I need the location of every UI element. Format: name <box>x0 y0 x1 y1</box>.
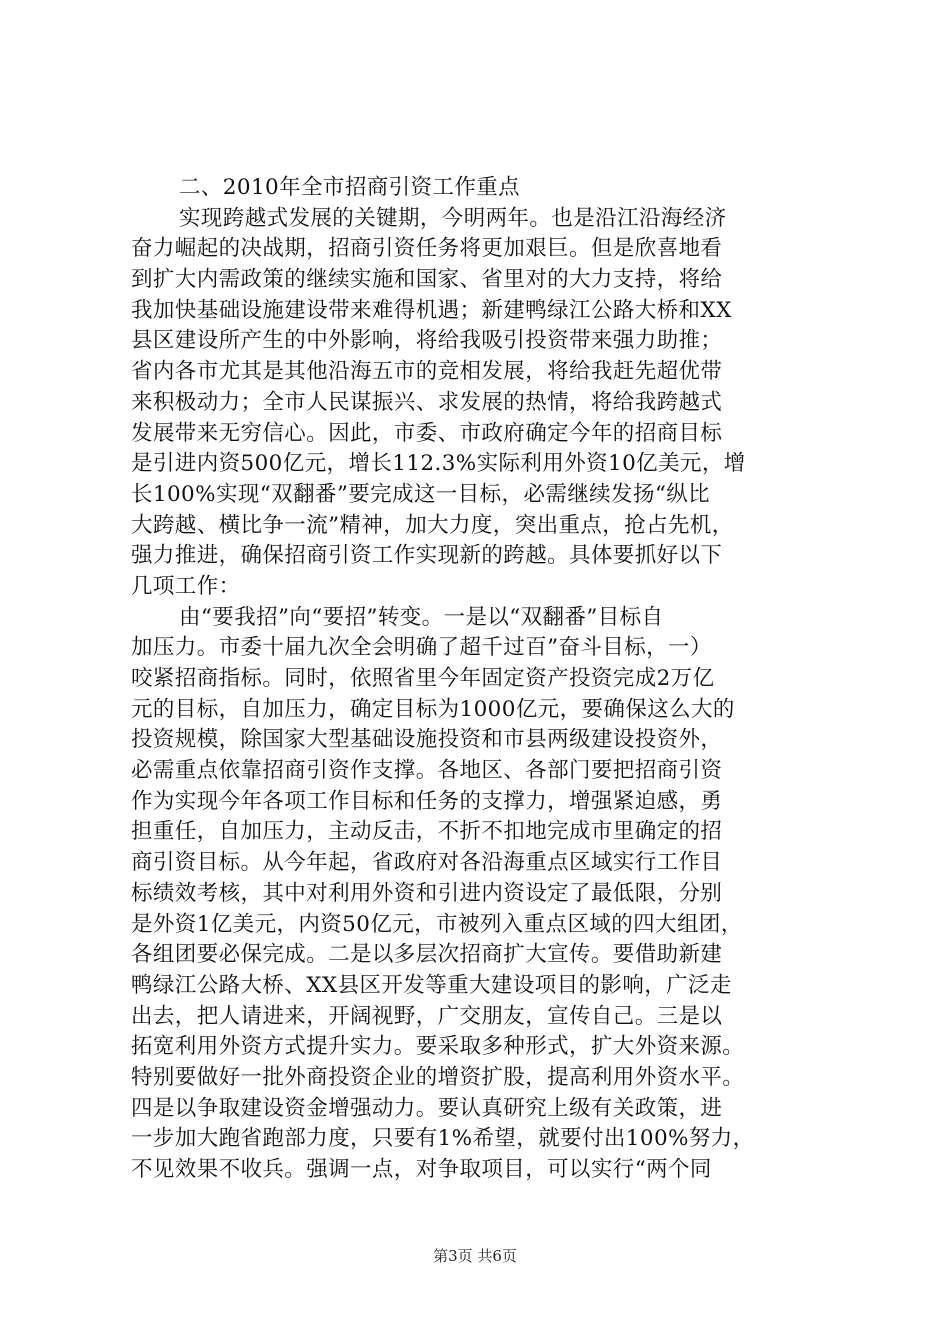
text-line: 必需重点依靠招商引资作支撑。各地区、各部门要把招商引资 <box>131 758 723 784</box>
text-line: 发展带来无穷信心。因此，市委、市政府确定今年的招商目标 <box>131 420 723 446</box>
page-number-footer: 第3页 共6页 <box>433 1247 517 1265</box>
text-line: 县区建设所产生的中外影响，将给我吸引投资带来强力助推； <box>131 328 723 354</box>
text-line: 是外资1亿美元，内资50亿元，市被列入重点区域的四大组团， <box>131 911 743 937</box>
text-line: 奋力崛起的决战期，招商引资任务将更加艰巨。但是欣喜地看 <box>131 236 723 262</box>
text-line: 商引资目标。从今年起，省政府对各沿海重点区域实行工作目 <box>131 850 723 876</box>
text-line: 咬紧招商指标。同时，依照省里今年固定资产投资完成2万亿 <box>131 666 715 691</box>
text-line: 标绩效考核，其中对利用外资和引进内资设定了最低限，分别 <box>131 880 723 906</box>
document-body <box>131 173 831 1186</box>
text-line: 强力推进，确保招商引资工作实现新的跨越。具体要抓好以下 <box>131 543 723 569</box>
text-line: 加压力。市委十届九次全会明确了超千过百”奋斗目标，一） <box>131 635 712 661</box>
text-line: 一步加大跑省跑部力度，只要有1%希望，就要付出100%努力， <box>131 1126 755 1152</box>
text-line: 省内各市尤其是其他沿海五市的竞相发展，将给我赶先超优带 <box>131 359 723 385</box>
text-line: 长100%实现“双翻番”要完成这一目标，必需继续发扬“纵比 <box>131 481 711 507</box>
text-line: 我加快基础设施建设带来难得机遇；新建鸭绿江公路大桥和XX <box>131 297 732 323</box>
text-line: 投资规模，除国家大型基础设施投资和市县两级建设投资外， <box>131 727 723 753</box>
text-line: 鸭绿江公路大桥、XX县区开发等重大建设项目的影响，广泛走 <box>131 972 732 998</box>
text-line: 担重任，自加压力，主动反击，不折不扣地完成市里确定的招 <box>131 819 723 845</box>
text-line: 来积极动力；全市人民谋振兴、求发展的热情，将给我跨越式 <box>131 389 723 415</box>
text-line: 作为实现今年各项工作目标和任务的支撑力，增强紧迫感，勇 <box>131 788 723 814</box>
text-line: 各组团要必保完成。二是以多层次招商扩大宣传。要借助新建 <box>131 942 723 968</box>
text-line: 大跨越、横比争一流”精神，加大力度，突出重点，抢占先机， <box>131 512 734 538</box>
text-line: 到扩大内需政策的继续实施和国家、省里对的大力支持，将给 <box>131 267 723 293</box>
text-line: 不见效果不收兵。强调一点，对争取项目，可以实行“两个同 <box>131 1157 712 1182</box>
text-line: 拓宽利用外资方式提升实力。要采取多种形式，扩大外资来源。 <box>131 1034 745 1060</box>
text-line: 由“要我招”向“要招”转变。一是以“双翻番”目标自 <box>179 604 664 630</box>
text-line: 特别要做好一批外商投资企业的增资扩股，提高利用外资水平。 <box>131 1064 745 1090</box>
text-line: 是引进内资500亿元，增长112.3%实际利用外资10亿美元，增 <box>131 451 746 477</box>
text-line: 元的目标，自加压力，确定目标为1000亿元，要确保这么大的 <box>131 696 735 722</box>
text-line: 实现跨越式发展的关键期，今明两年。也是沿江沿海经济 <box>179 205 727 231</box>
text-line: 几项工作： <box>131 573 241 599</box>
text-line: 出去，把人请进来，开阔视野，广交朋友，宣传自己。三是以 <box>131 1003 723 1029</box>
text-line: 四是以争取建设资金增强动力。要认真研究上级有关政策，进 <box>131 1095 723 1121</box>
section-heading: 二、2010年全市招商引资工作重点 <box>179 175 521 200</box>
